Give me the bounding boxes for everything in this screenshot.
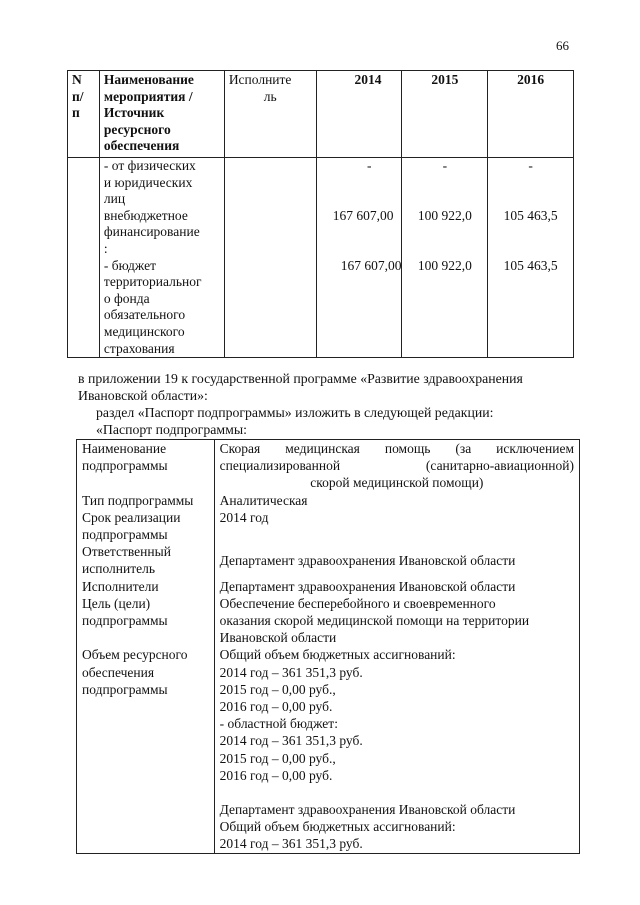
header-2015: 2015 xyxy=(402,71,488,158)
row-2015: - xyxy=(402,157,488,207)
passport-label: Срок реализации подпрограммы xyxy=(77,509,215,543)
table-row xyxy=(77,509,580,543)
body-text-line: в приложении 19 к государственной программе «Развитие здравоохранения xyxy=(78,371,523,386)
header-2014: 2014 xyxy=(316,71,402,158)
row-name: внебюджетное финансирование : xyxy=(99,208,224,258)
table-row xyxy=(77,578,580,595)
passport-label: Цель (цели) подпрограммы xyxy=(77,595,215,647)
passport-label: Ответственный исполнитель xyxy=(77,543,215,577)
row-2014: 167 607,00 xyxy=(316,258,402,358)
row-2015: 100 922,0 xyxy=(402,208,488,258)
passport-label: Тип подпрограммы xyxy=(77,492,215,509)
row-2014: 167 607,00 xyxy=(316,208,402,258)
passport-label: Объем ресурсного обеспечения подпрограммы xyxy=(77,646,215,853)
table-row xyxy=(77,440,580,492)
table-row xyxy=(68,258,574,358)
passport-table xyxy=(76,439,580,854)
header-name: Наименование мероприятия / Источник ресурсного обеспечения xyxy=(99,71,224,158)
funding-table-header xyxy=(68,71,574,158)
body-text-line: Ивановской области»: xyxy=(78,388,208,403)
header-num: N п/ п xyxy=(68,71,100,158)
row-2016: 105 463,5 xyxy=(488,258,574,358)
passport-label: Исполнители xyxy=(77,578,215,595)
page-number: 66 xyxy=(556,38,569,53)
row-name: - бюджет территориальног о фонда обязательного медицинского страхования xyxy=(99,258,224,358)
row-2014: - xyxy=(316,157,402,207)
body-text-line: раздел «Паспорт подпрограммы» изложить в следующей редакции: xyxy=(96,405,494,420)
passport-value: Департамент здравоохранения Ивановской области xyxy=(214,543,579,577)
header-executor: Исполните ль xyxy=(224,71,316,158)
passport-label: Наименование подпрограммы xyxy=(77,440,215,492)
body-text-line: «Паспорт подпрограммы: xyxy=(96,422,247,437)
table-row xyxy=(77,646,580,853)
passport-value: Скорая медицинская помощь (за исключением специализированной (санитарно-авиационной) скорой медицинской помощи) xyxy=(214,440,579,492)
passport-value: 2014 год xyxy=(214,509,579,543)
table-row xyxy=(77,595,580,647)
row-2016: - xyxy=(488,157,574,207)
table-row xyxy=(77,543,580,577)
row-name: - от физических и юридических лиц xyxy=(99,157,224,207)
funding-table xyxy=(67,70,574,358)
passport-value: Департамент здравоохранения Ивановской области xyxy=(214,578,579,595)
passport-value: Аналитическая xyxy=(214,492,579,509)
table-row xyxy=(68,157,574,207)
table-row xyxy=(77,492,580,509)
passport-value: Общий объем бюджетных ассигнований: 2014 год – 361 351,3 руб. 2015 год – 0,00 руб., 2016 год – 0,00 руб. - областной бюджет: 2014 год – 361 351,3 руб. 2015 год – 0,00 руб., 2016 год – 0,00 руб. Департамент здравоохранения Ивановской области Общий объем бюджетных ассигнований: 2014 год – 361 351,3 руб. xyxy=(214,646,579,853)
passport-value: Обеспечение бесперебойного и своевременного оказания скорой медицинской помощи на территории Ивановской области xyxy=(214,595,579,647)
row-2015: 100 922,0 xyxy=(402,258,488,358)
table-row xyxy=(68,208,574,258)
header-2016: 2016 xyxy=(488,71,574,158)
row-2016: 105 463,5 xyxy=(488,208,574,258)
